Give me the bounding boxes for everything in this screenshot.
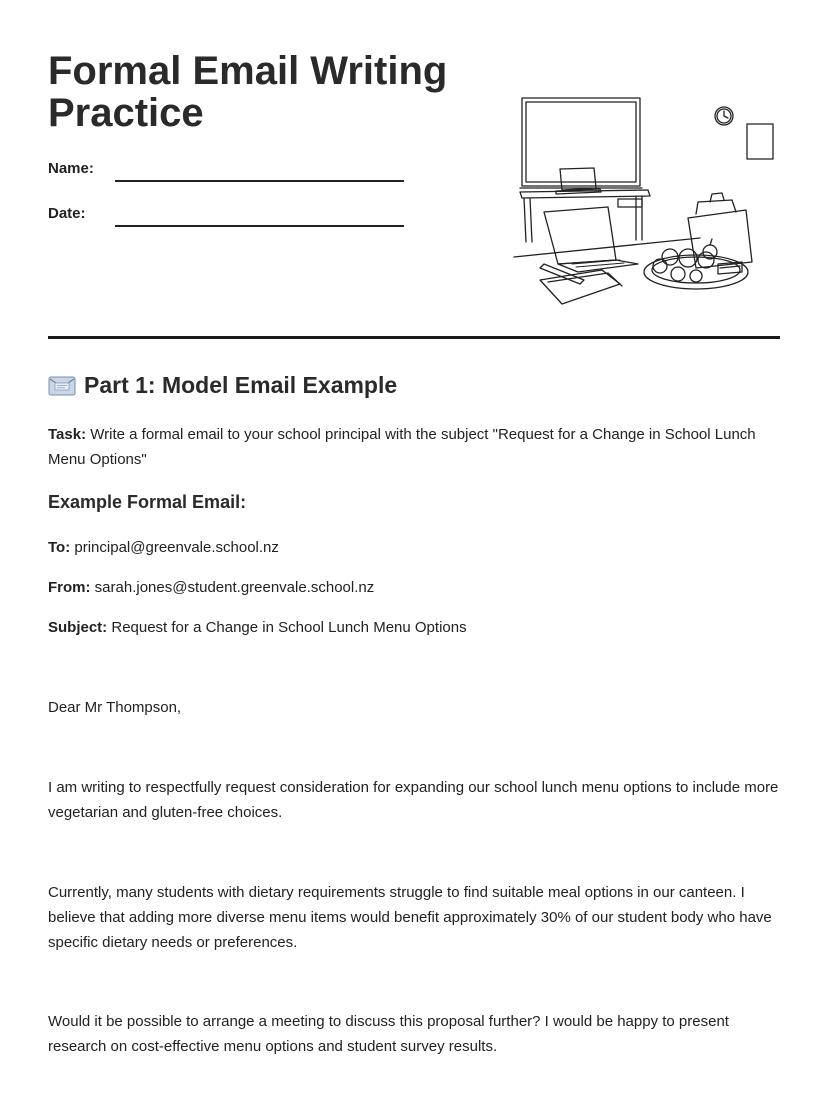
email-to-line: [48, 535, 783, 560]
name-label: Name:: [48, 160, 94, 177]
part1-heading: [48, 372, 397, 399]
date-label: Date:: [48, 205, 86, 222]
classroom-illustration-icon: [510, 92, 780, 307]
part1-heading-text: Part 1: Model Email Example: [84, 372, 398, 398]
envelope-icon: [48, 375, 76, 397]
page-title: Formal Email Writing Practice: [48, 49, 448, 135]
email-paragraph-2: Currently, many students with dietary requirements struggle to find suitable meal options in our canteen. I believe that adding more diverse menu items would benefit approximately 30% of our student body who have specific dietary needs or preferences.: [48, 884, 772, 951]
task-text: [48, 422, 783, 472]
task-description: Write a formal email to your school principal with the subject "Request for a Change in School Lunch Menu Options": [48, 426, 756, 468]
subject-label: Subject:: [48, 619, 108, 636]
header-divider: [48, 336, 780, 339]
name-line[interactable]: [115, 180, 404, 182]
date-line[interactable]: [115, 225, 404, 227]
subject-value: Request for a Change in School Lunch Menu Options: [107, 619, 467, 636]
example-heading: Example Formal Email:: [48, 492, 247, 512]
name-field: [48, 160, 408, 184]
task-label: Task:: [48, 426, 87, 443]
to-value: principal@greenvale.school.nz: [70, 539, 279, 556]
from-label: From:: [48, 579, 91, 596]
from-value: sarah.jones@student.greenvale.school.nz: [90, 579, 375, 596]
email-paragraph-3: Would it be possible to arrange a meeting to discuss this proposal further? I would be happy to present research on cost-effective menu options and student survey results.: [48, 1013, 729, 1055]
date-field: [48, 205, 408, 229]
email-paragraph-1: I am writing to respectfully request consideration for expanding our school lunch menu options to include more vegetarian and gluten-free choices.: [48, 779, 779, 821]
email-from-line: [48, 575, 783, 600]
to-label: To:: [48, 539, 71, 556]
email-greeting: Dear Mr Thompson,: [48, 699, 182, 716]
email-subject-line: [48, 615, 783, 640]
